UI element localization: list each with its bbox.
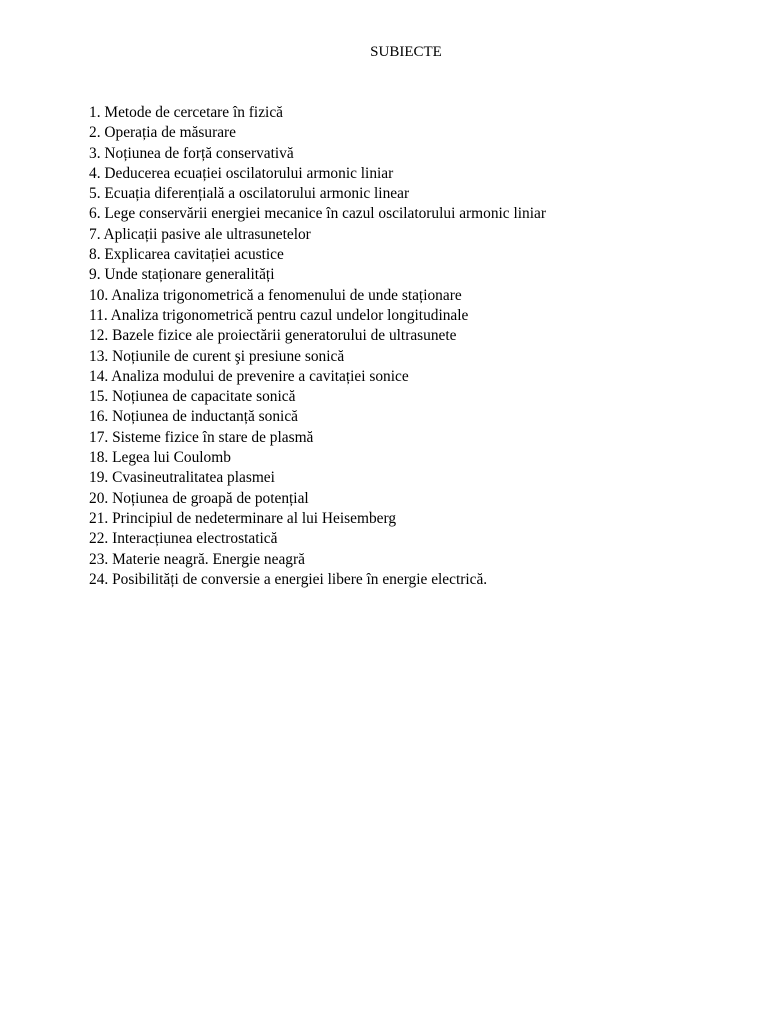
list-item: 10. Analiza trigonometrică a fenomenului de unde staționare: [89, 286, 462, 304]
list-item: 17. Sisteme fizice în stare de plasmă: [89, 428, 314, 446]
page-title: SUBIECTE: [370, 44, 442, 60]
list-item: 8. Explicarea cavitației acustice: [89, 246, 284, 264]
list-item: 11. Analiza trigonometrică pentru cazul undelor longitudinale: [89, 306, 469, 324]
list-item: 14. Analiza modului de prevenire a cavitației sonice: [89, 367, 409, 385]
list-item: 22. Interacțiunea electrostatică: [89, 530, 278, 548]
list-item: 2. Operația de măsurare: [89, 124, 236, 142]
list-item: 24. Posibilități de conversie a energiei libere în energie electrică.: [89, 570, 488, 588]
list-item: 9. Unde staționare generalități: [89, 266, 275, 284]
subject-list: [89, 103, 546, 590]
list-item: 6. Lege conservării energiei mecanice în cazul oscilatorului armonic liniar: [89, 205, 546, 223]
list-item: 12. Bazele fizice ale proiectării generatorului de ultrasunete: [89, 327, 457, 345]
list-item: 13. Noțiunile de curent şi presiune sonică: [89, 347, 345, 365]
list-item: 19. Cvasineutralitatea plasmei: [89, 469, 275, 487]
list-item: 16. Noțiunea de inductanță sonică: [89, 408, 298, 426]
list-item: 4. Deducerea ecuației oscilatorului armonic liniar: [89, 164, 394, 182]
list-item: 20. Noțiunea de groapă de potențial: [89, 489, 309, 507]
list-item: 18. Legea lui Coulomb: [89, 449, 231, 467]
list-item: 1. Metode de cercetare în fizică: [89, 104, 283, 121]
list-item: 3. Noțiunea de forță conservativă: [89, 144, 294, 162]
list-item: 7. Aplicații pasive ale ultrasunetelor: [89, 225, 311, 243]
list-item: 5. Ecuația diferențială a oscilatorului armonic linear: [89, 185, 410, 203]
list-item: 23. Materie neagră. Energie neagră: [89, 550, 305, 568]
list-item: 21. Principiul de nedeterminare al lui Heisemberg: [89, 509, 397, 527]
list-item: 15. Noțiunea de capacitate sonică: [89, 388, 296, 406]
